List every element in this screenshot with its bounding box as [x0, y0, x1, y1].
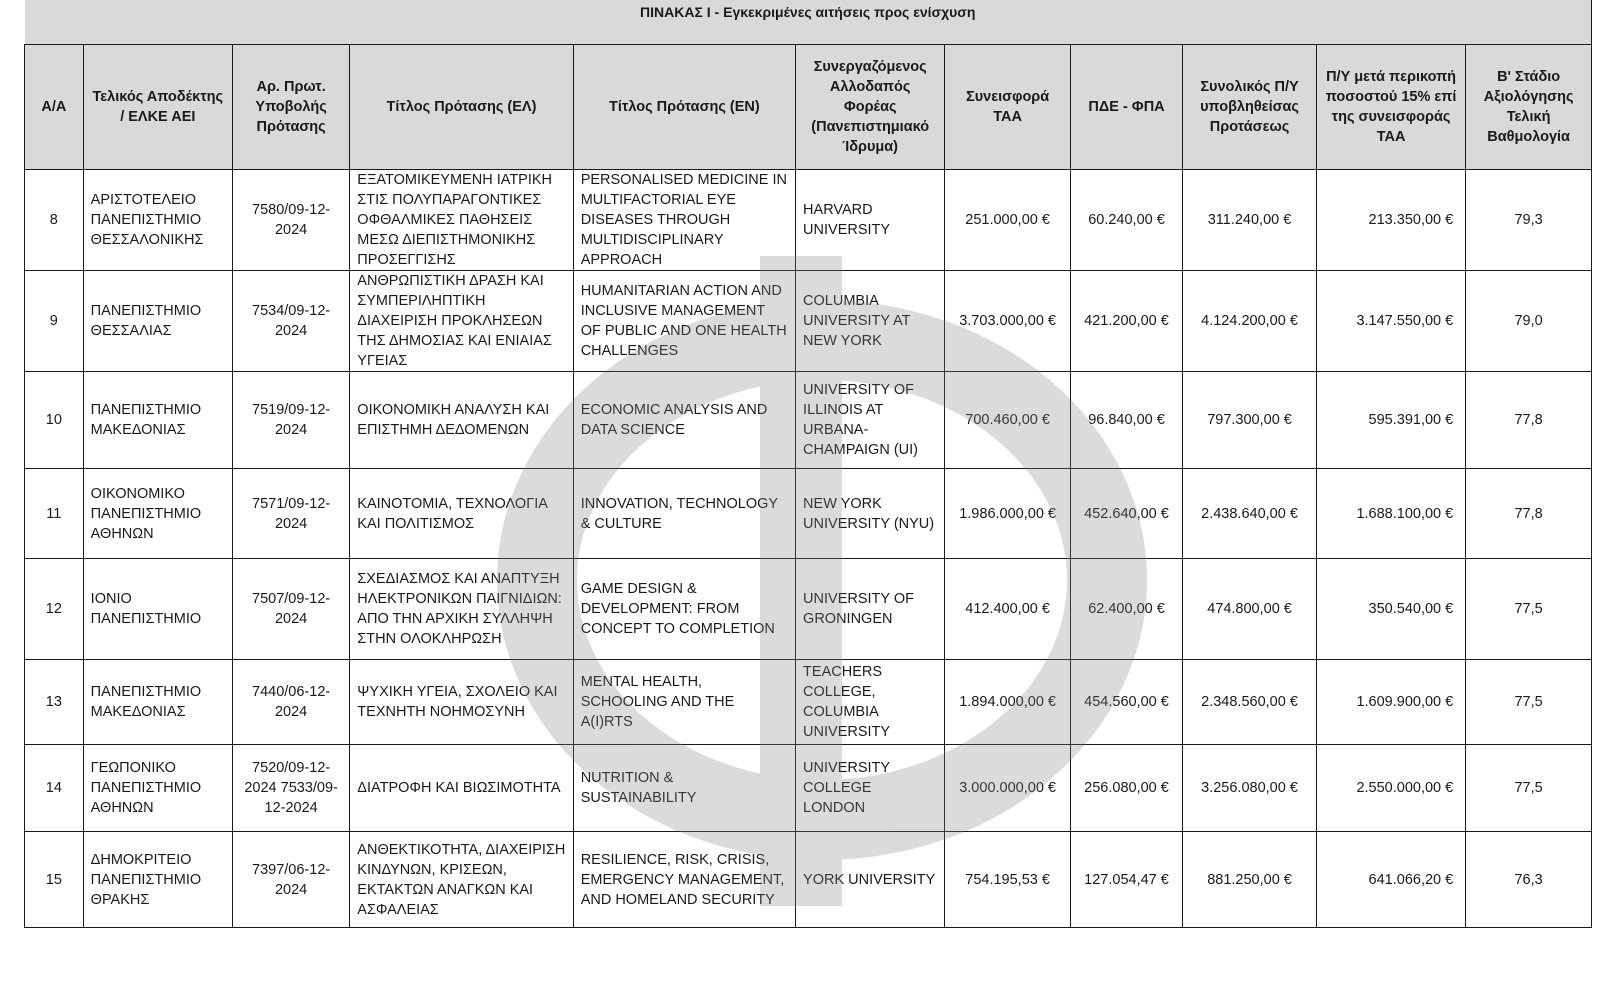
col-header-recipient: Τελικός Αποδέκτης / ΕΛΚΕ ΑΕΙ — [83, 45, 232, 170]
cell-title-en: INNOVATION, TECHNOLOGY & CULTURE — [573, 469, 795, 559]
cell-score: 77,5 — [1466, 660, 1592, 745]
cell-recipient: ΠΑΝΕΠΙΣΤΗΜΙΟ ΜΑΚΕΔΟΝΙΑΣ — [83, 660, 232, 745]
cell-total: 474.800,00 € — [1183, 559, 1317, 660]
cell-protocol: 7571/09-12-2024 — [232, 469, 349, 559]
cell-title-en: ECONOMIC ANALYSIS AND DATA SCIENCE — [573, 372, 795, 469]
cell-partner: UNIVERSITY OF GRONINGEN — [796, 559, 945, 660]
col-header-aa: Α/Α — [25, 45, 84, 170]
cell-title-el: ΨΥΧΙΚΗ ΥΓΕΙΑ, ΣΧΟΛΕΙΟ ΚΑΙ ΤΕΧΝΗΤΗ ΝΟΗΜΟΣΥΝΗ — [350, 660, 573, 745]
col-header-title-el: Τίτλος Πρότασης (ΕΛ) — [350, 45, 573, 170]
cell-title-el: ΔΙΑΤΡΟΦΗ ΚΑΙ ΒΙΩΣΙΜΟΤΗΤΑ — [350, 745, 573, 832]
cell-after-cut: 1.609.900,00 € — [1316, 660, 1465, 745]
cell-aa: 12 — [25, 559, 84, 660]
table-row — [25, 372, 1592, 469]
cell-score: 77,8 — [1466, 372, 1592, 469]
cell-taa: 412.400,00 € — [945, 559, 1071, 660]
cell-title-en: GAME DESIGN & DEVELOPMENT: FROM CONCEPT TO COMPLETION — [573, 559, 795, 660]
cell-total: 2.348.560,00 € — [1183, 660, 1317, 745]
cell-total: 311.240,00 € — [1183, 170, 1317, 271]
table-row — [25, 745, 1592, 832]
col-header-taa: Συνεισφορά ΤΑΑ — [945, 45, 1071, 170]
cell-partner: TEACHERS COLLEGE, COLUMBIA UNIVERSITY — [796, 660, 945, 745]
cell-title-el: ΣΧΕΔΙΑΣΜΟΣ ΚΑΙ ΑΝΑΠΤΥΞΗ ΗΛΕΚΤΡΟΝΙΚΩΝ ΠΑΙΓΝΙΔΙΩΝ: ΑΠΟ ΤΗΝ ΑΡΧΙΚΗ ΣΥΛΛΗΨΗ ΣΤΗΝ ΟΛΟΚΛΗΡΩΣΗ — [350, 559, 573, 660]
cell-after-cut: 2.550.000,00 € — [1316, 745, 1465, 832]
cell-aa: 9 — [25, 271, 84, 372]
cell-recipient: ΠΑΝΕΠΙΣΤΗΜΙΟ ΘΕΣΣΑΛΙΑΣ — [83, 271, 232, 372]
cell-title-el: ΑΝΘΡΩΠΙΣΤΙΚΗ ΔΡΑΣΗ ΚΑΙ ΣΥΜΠΕΡΙΛΗΠΤΙΚΗ ΔΙΑΧΕΙΡΙΣΗ ΠΡΟΚΛΗΣΕΩΝ ΤΗΣ ΔΗΜΟΣΙΑΣ ΚΑΙ ΕΝΙΑΙΑΣ ΥΓΕΙΑΣ — [350, 271, 573, 372]
cell-aa: 11 — [25, 469, 84, 559]
cell-protocol: 7520/09-12-2024 7533/09-12-2024 — [232, 745, 349, 832]
cell-total: 2.438.640,00 € — [1183, 469, 1317, 559]
table-title: ΠΙΝΑΚΑΣ Ι - Εγκεκριμένες αιτήσεις προς ενίσχυση — [25, 0, 1592, 45]
cell-title-el: ΕΞΑΤΟΜΙΚΕΥΜΕΝΗ ΙΑΤΡΙΚΗ ΣΤΙΣ ΠΟΛΥΠΑΡΑΓΟΝΤΙΚΕΣ ΟΦΘΑΛΜΙΚΕΣ ΠΑΘΗΣΕΙΣ ΜΕΣΩ ΔΙΕΠΙΣΤΗΜΟΝΙΚΗΣ ΠΡΟΣΕΓΓΙΣΗΣ — [350, 170, 573, 271]
cell-total: 3.256.080,00 € — [1183, 745, 1317, 832]
cell-title-en: HUMANITARIAN ACTION AND INCLUSIVE MANAGEMENT OF PUBLIC AND ONE HEALTH CHALLENGES — [573, 271, 795, 372]
cell-aa: 15 — [25, 832, 84, 928]
cell-taa: 754.195,53 € — [945, 832, 1071, 928]
cell-total: 797.300,00 € — [1183, 372, 1317, 469]
cell-aa: 13 — [25, 660, 84, 745]
col-header-pde: ΠΔΕ - ΦΠΑ — [1070, 45, 1182, 170]
cell-score: 77,8 — [1466, 469, 1592, 559]
col-header-partner: Συνεργαζόμενος Αλλοδαπός Φορέας (Πανεπιστημιακό Ίδρυμα) — [796, 45, 945, 170]
cell-total: 881.250,00 € — [1183, 832, 1317, 928]
cell-after-cut: 213.350,00 € — [1316, 170, 1465, 271]
approved-applications-table — [24, 0, 1592, 928]
cell-title-en: MENTAL HEALTH, SCHOOLING AND THE A(I)RTS — [573, 660, 795, 745]
table-row — [25, 832, 1592, 928]
table-row — [25, 469, 1592, 559]
cell-pde: 421.200,00 € — [1070, 271, 1182, 372]
cell-pde: 127.054,47 € — [1070, 832, 1182, 928]
cell-taa: 700.460,00 € — [945, 372, 1071, 469]
cell-after-cut: 3.147.550,00 € — [1316, 271, 1465, 372]
cell-title-en: PERSONALISED MEDICINE IN MULTIFACTORIAL EYE DISEASES THROUGH MULTIDISCIPLINARY APPROACH — [573, 170, 795, 271]
cell-protocol: 7519/09-12-2024 — [232, 372, 349, 469]
cell-title-el: ΚΑΙΝΟΤΟΜΙΑ, ΤΕΧΝΟΛΟΓΙΑ ΚΑΙ ΠΟΛΙΤΙΣΜΟΣ — [350, 469, 573, 559]
cell-pde: 62.400,00 € — [1070, 559, 1182, 660]
cell-total: 4.124.200,00 € — [1183, 271, 1317, 372]
cell-pde: 256.080,00 € — [1070, 745, 1182, 832]
cell-aa: 8 — [25, 170, 84, 271]
cell-pde: 96.840,00 € — [1070, 372, 1182, 469]
cell-protocol: 7397/06-12-2024 — [232, 832, 349, 928]
cell-taa: 1.894.000,00 € — [945, 660, 1071, 745]
header-row — [25, 45, 1592, 170]
cell-title-el: ΑΝΘΕΚΤΙΚΟΤΗΤΑ, ΔΙΑΧΕΙΡΙΣΗ ΚΙΝΔΥΝΩΝ, ΚΡΙΣΕΩΝ, ΕΚΤΑΚΤΩΝ ΑΝΑΓΚΩΝ ΚΑΙ ΑΣΦΑΛΕΙΑΣ — [350, 832, 573, 928]
cell-protocol: 7580/09-12-2024 — [232, 170, 349, 271]
cell-pde: 452.640,00 € — [1070, 469, 1182, 559]
cell-after-cut: 1.688.100,00 € — [1316, 469, 1465, 559]
cell-recipient: ΠΑΝΕΠΙΣΤΗΜΙΟ ΜΑΚΕΔΟΝΙΑΣ — [83, 372, 232, 469]
table-row — [25, 170, 1592, 271]
cell-recipient: ΓΕΩΠΟΝΙΚΟ ΠΑΝΕΠΙΣΤΗΜΙΟ ΑΘΗΝΩΝ — [83, 745, 232, 832]
document-sheet — [24, 0, 1592, 928]
cell-aa: 14 — [25, 745, 84, 832]
cell-score: 76,3 — [1466, 832, 1592, 928]
col-header-total: Συνολικός Π/Υ υποβληθείσας Προτάσεως — [1183, 45, 1317, 170]
col-header-after-cut: Π/Υ μετά περικοπή ποσοστού 15% επί της συνεισφοράς ΤΑΑ — [1316, 45, 1465, 170]
table-row — [25, 271, 1592, 372]
cell-recipient: ΔΗΜΟΚΡΙΤΕΙΟ ΠΑΝΕΠΙΣΤΗΜΙΟ ΘΡΑΚΗΣ — [83, 832, 232, 928]
cell-partner: UNIVERSITY COLLEGE LONDON — [796, 745, 945, 832]
table-row — [25, 660, 1592, 745]
cell-pde: 454.560,00 € — [1070, 660, 1182, 745]
cell-protocol: 7534/09-12-2024 — [232, 271, 349, 372]
cell-partner: UNIVERSITY OF ILLINOIS AT URBANA-CHAMPAIGN (UI) — [796, 372, 945, 469]
cell-score: 79,3 — [1466, 170, 1592, 271]
cell-taa: 3.703.000,00 € — [945, 271, 1071, 372]
cell-title-el: ΟΙΚΟΝΟΜΙΚΗ ΑΝΑΛΥΣΗ ΚΑΙ ΕΠΙΣΤΗΜΗ ΔΕΔΟΜΕΝΩΝ — [350, 372, 573, 469]
cell-recipient: ΟΙΚΟΝΟΜΙΚΟ ΠΑΝΕΠΙΣΤΗΜΙΟ ΑΘΗΝΩΝ — [83, 469, 232, 559]
cell-taa: 3.000.000,00 € — [945, 745, 1071, 832]
table-row — [25, 559, 1592, 660]
col-header-score: Β' Στάδιο Αξιολόγησης Τελική Βαθμολογία — [1466, 45, 1592, 170]
cell-pde: 60.240,00 € — [1070, 170, 1182, 271]
cell-after-cut: 641.066,20 € — [1316, 832, 1465, 928]
col-header-title-en: Τίτλος Πρότασης (EN) — [573, 45, 795, 170]
cell-score: 77,5 — [1466, 745, 1592, 832]
cell-score: 77,5 — [1466, 559, 1592, 660]
cell-protocol: 7507/09-12-2024 — [232, 559, 349, 660]
cell-recipient: ΙΟΝΙΟ ΠΑΝΕΠΙΣΤΗΜΙΟ — [83, 559, 232, 660]
cell-partner: HARVARD UNIVERSITY — [796, 170, 945, 271]
col-header-protocol: Αρ. Πρωτ. Υποβολής Πρότασης — [232, 45, 349, 170]
cell-partner: NEW YORK UNIVERSITY (NYU) — [796, 469, 945, 559]
cell-partner: YORK UNIVERSITY — [796, 832, 945, 928]
cell-taa: 1.986.000,00 € — [945, 469, 1071, 559]
cell-title-en: NUTRITION & SUSTAINABILITY — [573, 745, 795, 832]
cell-protocol: 7440/06-12-2024 — [232, 660, 349, 745]
cell-title-en: RESILIENCE, RISK, CRISIS, EMERGENCY MANAGEMENT, AND HOMELAND SECURITY — [573, 832, 795, 928]
cell-score: 79,0 — [1466, 271, 1592, 372]
cell-after-cut: 350.540,00 € — [1316, 559, 1465, 660]
cell-after-cut: 595.391,00 € — [1316, 372, 1465, 469]
cell-aa: 10 — [25, 372, 84, 469]
cell-partner: COLUMBIA UNIVERSITY AT NEW YORK — [796, 271, 945, 372]
cell-taa: 251.000,00 € — [945, 170, 1071, 271]
cell-recipient: ΑΡΙΣΤΟΤΕΛΕΙΟ ΠΑΝΕΠΙΣΤΗΜΙΟ ΘΕΣΣΑΛΟΝΙΚΗΣ — [83, 170, 232, 271]
